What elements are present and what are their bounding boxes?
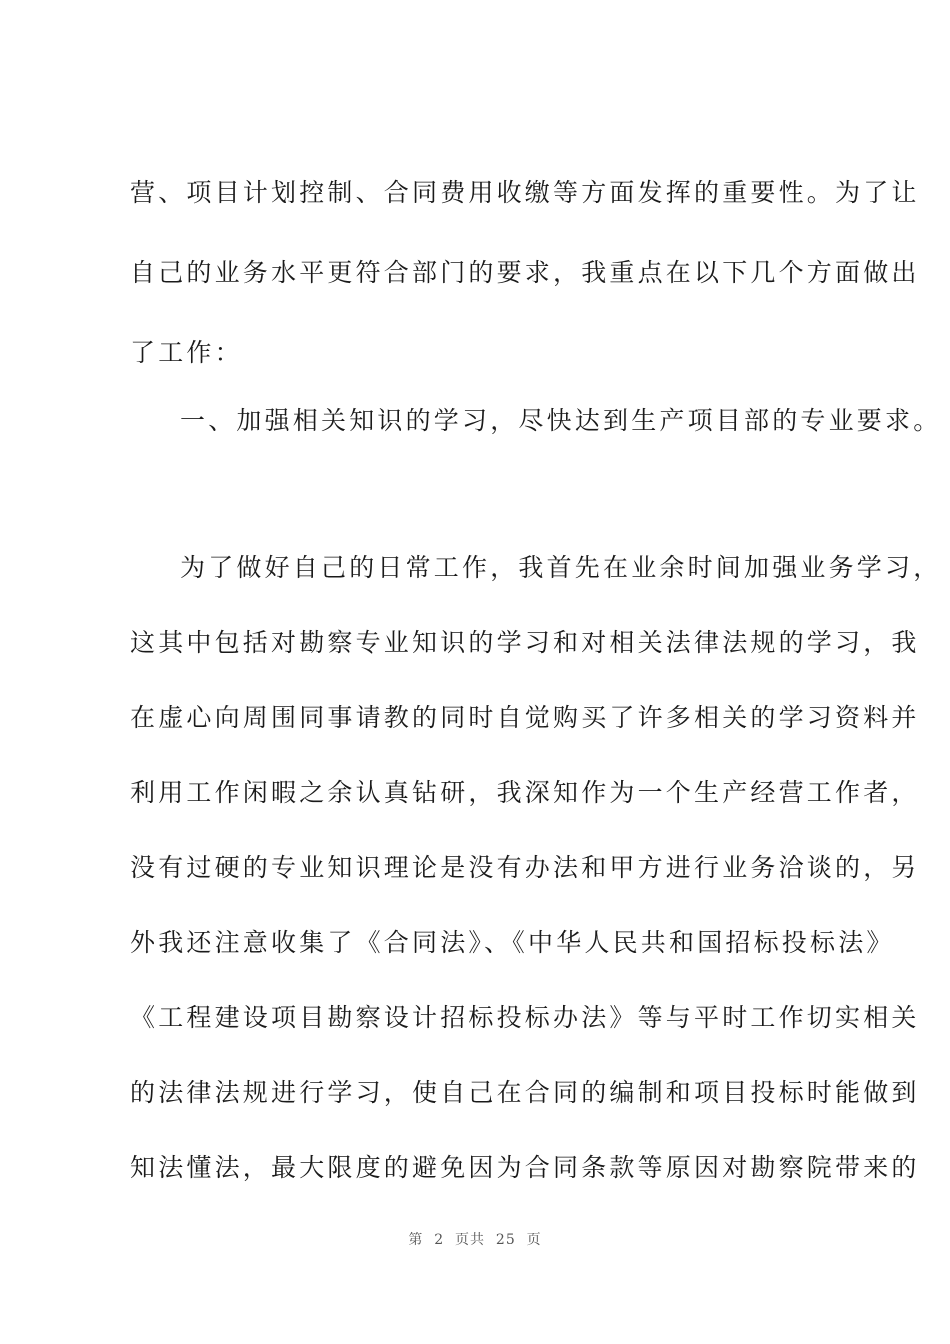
body-line: 利用工作闲暇之余认真钻研，我深知作为一个生产经营工作者， xyxy=(130,778,920,807)
section-heading: 一、加强相关知识的学习，尽快达到生产项目部的专业要求。 xyxy=(180,406,942,435)
body-line: 外我还注意收集了《合同法》、《中华人民共和国招标投标法》 xyxy=(130,928,895,957)
body-line: 营、项目计划控制、合同费用收缴等方面发挥的重要性。为了让 xyxy=(130,178,920,207)
body-line: 这其中包括对勘察专业知识的学习和对相关法律法规的学习，我 xyxy=(130,628,920,657)
body-line: 《工程建设项目勘察设计招标投标办法》等与平时工作切实相关 xyxy=(130,1003,920,1032)
body-line: 在虚心向周围同事请教的同时自觉购买了许多相关的学习资料并 xyxy=(130,703,920,732)
body-line: 知法懂法，最大限度的避免因为合同条款等原因对勘察院带来的 xyxy=(130,1153,920,1182)
body-line: 没有过硬的专业知识理论是没有办法和甲方进行业务洽谈的，另 xyxy=(130,853,920,882)
body-line: 了工作： xyxy=(130,338,243,367)
body-line: 为了做好自己的日常工作，我首先在业余时间加强业务学习， xyxy=(180,553,942,582)
body-line: 的法律法规进行学习，使自己在合同的编制和项目投标时能做到 xyxy=(130,1078,920,1107)
page-number-footer: 第 2 页共 25 页 xyxy=(408,1232,542,1248)
body-line: 自己的业务水平更符合部门的要求，我重点在以下几个方面做出 xyxy=(130,258,920,287)
